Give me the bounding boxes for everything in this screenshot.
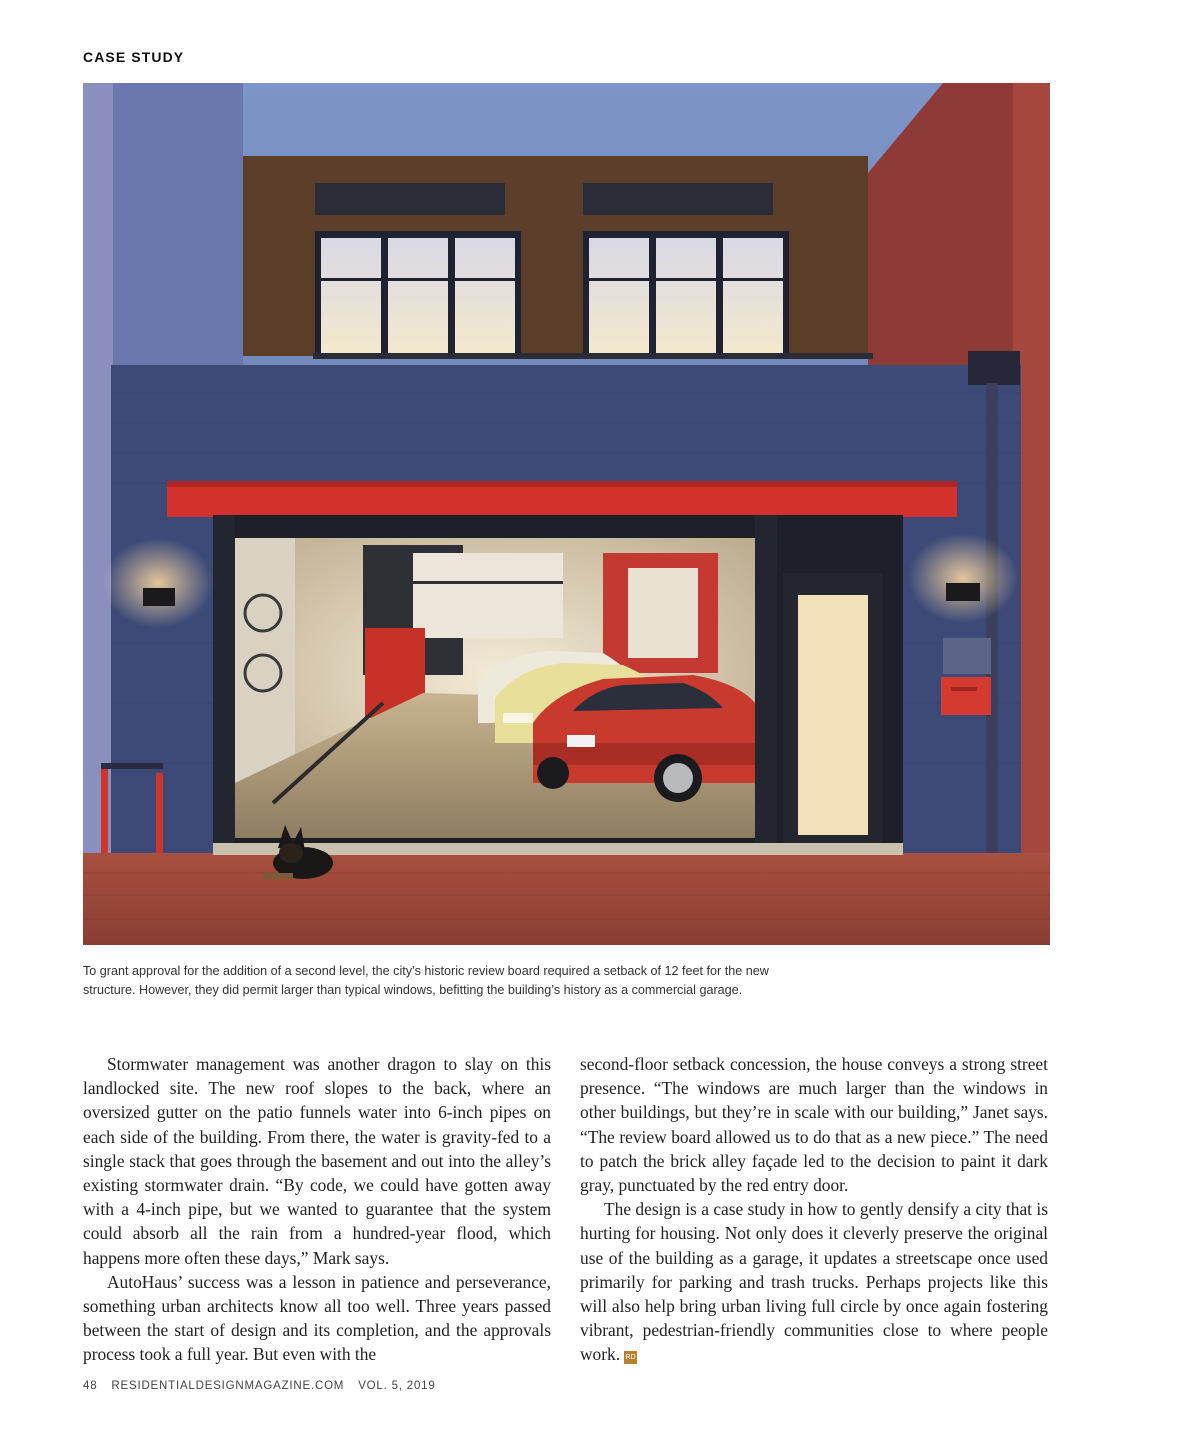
photo-caption [83, 962, 883, 1000]
right-wall-lamp [908, 533, 1018, 623]
paragraph [580, 1197, 1048, 1366]
paragraph-text: The design is a case study in how to gently densify a city that is hurting for housing. Not only does it cleverly preserve the original use of the building as a garage, it updates a streetscape once used primarily for parking and trash trucks. Perhaps projects like this will also help bring urban living full circle by once again fostering vibrant, pedestrian-friendly communities close to where people work. [580, 1199, 1048, 1365]
garage-photo [83, 83, 1050, 945]
footer-site: RESIDENTIALDESIGNMAGAZINE.COM [111, 1380, 345, 1392]
entry-door-glass [798, 595, 868, 835]
upper-window-left [315, 231, 521, 359]
mailbox [941, 677, 991, 715]
section-label: CASE STUDY [83, 49, 185, 65]
page-number: 48 [83, 1380, 98, 1392]
caption-line-2: structure. However, they did permit larger than typical windows, befitting the building’s history as a commercial garage. [83, 983, 743, 997]
paragraph: AutoHaus’ success was a lesson in patience and perseverance, something urban architects know all too well. Three years passed between the start of design and its completion, and the approvals process took a full year. But even with the [83, 1271, 551, 1365]
brick-pavement [83, 853, 1050, 945]
paragraph: second-floor setback concession, the house conveys a strong street presence. “The windows are much larger than the windows in other buildings, but they’re in scale with our building,” Janet says. “The review board allowed us to do that as a new piece.” The need to patch the brick alley façade led to the decision to paint it dark gray, punctuated by the red entry door. [580, 1054, 1048, 1196]
bollard-left [101, 763, 108, 868]
upper-window-right [583, 231, 789, 359]
body-column-left [83, 1052, 551, 1367]
caption-line-1: To grant approval for the addition of a second level, the city’s historic review board required a setback of 12 feet for the new [83, 964, 769, 978]
footer-volume: VOL. 5, 2019 [358, 1380, 436, 1392]
red-car [533, 675, 755, 802]
page-footer [83, 1380, 446, 1392]
paragraph: Stormwater management was another dragon to slay on this landlocked site. The new roof slopes to the back, where an oversized gutter on the patio funnels water into 6-inch pipes on each side of the building. From there, the water is gravity-fed to a single stack that goes through the basement and out into the alley’s existing stormwater drain. “By code, we could have gotten away with a 4-inch pipe, but we wanted to guarantee that the system could absorb all the rain from a hundred-year flood, which happens more often these days,” Mark says. [83, 1054, 551, 1268]
end-mark-icon: RD [624, 1351, 637, 1364]
left-wall-lamp [103, 538, 213, 628]
body-column-right [580, 1052, 1048, 1367]
